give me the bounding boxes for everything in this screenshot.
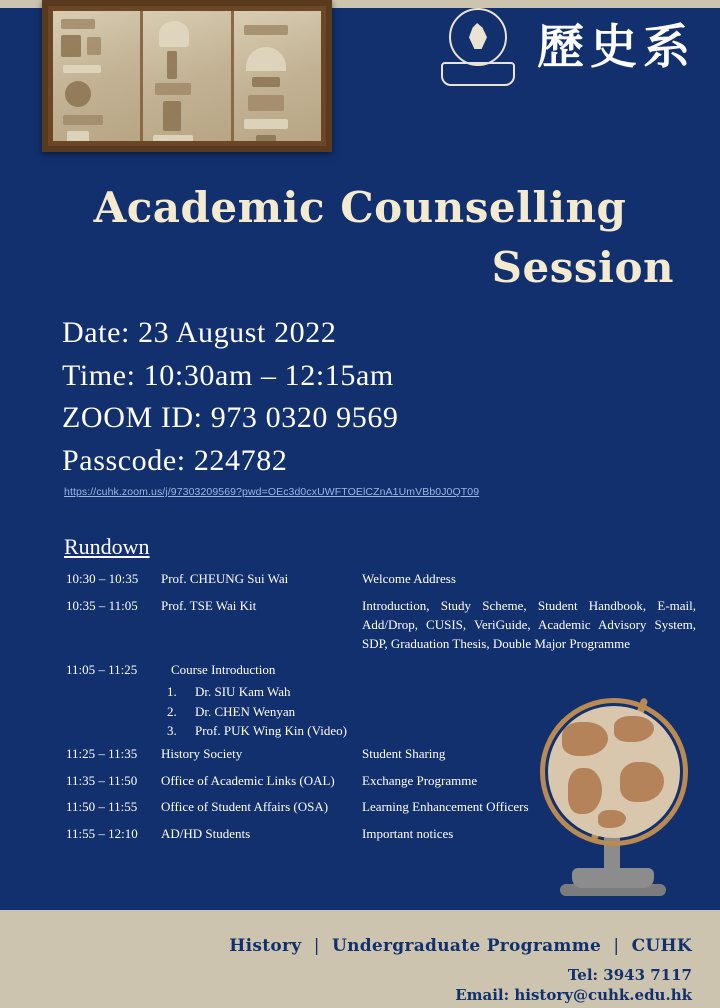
row-time: 11:50 – 11:55 — [66, 799, 138, 815]
row-time: 11:55 – 12:10 — [66, 826, 138, 842]
event-details — [62, 312, 399, 482]
footer-email[interactable]: Email: history@cuhk.edu.hk — [455, 986, 692, 1004]
page-title-line2: Session — [491, 242, 674, 292]
row-speaker — [161, 661, 362, 740]
globe-illustration — [530, 690, 698, 902]
row-time: 10:30 – 10:35 — [66, 571, 139, 586]
page-title-line1: Academic Counselling — [93, 183, 627, 232]
footer-tel: Tel: 3943 7117 — [567, 966, 692, 984]
event-zoom-id: ZOOM ID: 973 0320 9569 — [62, 401, 399, 435]
seal-ribbon — [441, 62, 515, 86]
table-row — [66, 597, 696, 654]
row-time: 11:05 – 11:25 — [66, 662, 138, 678]
footer-org-cuhk: CUHK — [631, 936, 692, 956]
phoenix-icon — [463, 21, 493, 53]
sub-item-number: 3. — [167, 723, 177, 739]
artwork-panel-1 — [53, 11, 143, 141]
row-topic: Learning Enhancement Officers — [362, 799, 529, 815]
row-topic: Important notices — [362, 826, 454, 842]
globe-ring — [540, 698, 688, 846]
zoom-meeting-link[interactable]: https://cuhk.zoom.us/j/97303209569?pwd=OEc3d0cxUWFTOElCZnA1UmVBb0J0QT09 — [64, 486, 480, 498]
sub-item-label: Dr. SIU Kam Wah — [195, 684, 291, 700]
list-item — [161, 721, 356, 741]
egyptian-hieroglyph-relief — [42, 0, 332, 152]
footer-separator-1: | — [313, 936, 320, 956]
row-topic: Introduction, Study Scheme, Student Handbook, E-mail, Add/Drop, CUSIS, VeriGuide, Academic Advisory System, SDP, Graduation Thesis, Double Major Programme — [362, 597, 696, 651]
footer-separator-2: | — [613, 936, 620, 956]
event-date: Date: 23 August 2022 — [62, 316, 337, 349]
footer — [0, 910, 720, 1008]
seal-shield-icon — [449, 8, 507, 66]
event-passcode: Passcode: 224782 — [62, 443, 288, 477]
cuhk-seal-logo — [441, 8, 511, 86]
row-time: 10:35 – 11:05 — [66, 597, 138, 613]
brand-logo-group — [441, 8, 696, 86]
footer-organisation — [229, 936, 692, 956]
footer-org-history: History — [229, 936, 302, 956]
course-sub-list — [161, 682, 356, 741]
row-speaker: Prof. CHEUNG Sui Wai — [161, 571, 289, 586]
row-topic: Student Sharing — [362, 745, 446, 761]
rundown-heading: Rundown — [64, 534, 150, 559]
row-speaker: Office of Academic Links (OAL) — [161, 772, 335, 788]
sub-item-label: Dr. CHEN Wenyan — [195, 703, 296, 719]
artwork-inner — [53, 11, 321, 141]
department-chinese-name: 歷史系 — [537, 19, 696, 75]
table-row — [66, 570, 696, 589]
artwork-panel-3 — [234, 11, 321, 141]
row-speaker: AD/HD Students — [161, 826, 251, 842]
row-time: 11:35 – 11:50 — [66, 772, 138, 788]
footer-org-programme: Undergraduate Programme — [331, 936, 602, 956]
row-speaker: Office of Student Affairs (OSA) — [161, 799, 329, 815]
artwork-panel-2 — [143, 11, 233, 141]
event-time: Time: 10:30am – 12:15am — [62, 358, 394, 392]
page-title — [40, 178, 680, 297]
row-speaker-label: Course Introduction — [171, 662, 276, 678]
row-speaker: Prof. TSE Wai Kit — [161, 597, 257, 613]
list-item — [161, 702, 356, 722]
row-topic: Exchange Programme — [362, 772, 478, 788]
sub-item-number: 2. — [167, 703, 177, 719]
row-time: 11:25 – 11:35 — [66, 745, 138, 761]
sub-item-number: 1. — [167, 684, 177, 700]
row-speaker: History Society — [161, 745, 243, 761]
row-topic: Welcome Address — [362, 571, 456, 586]
list-item — [161, 682, 356, 702]
sub-item-label: Prof. PUK Wing Kin (Video) — [195, 723, 347, 739]
